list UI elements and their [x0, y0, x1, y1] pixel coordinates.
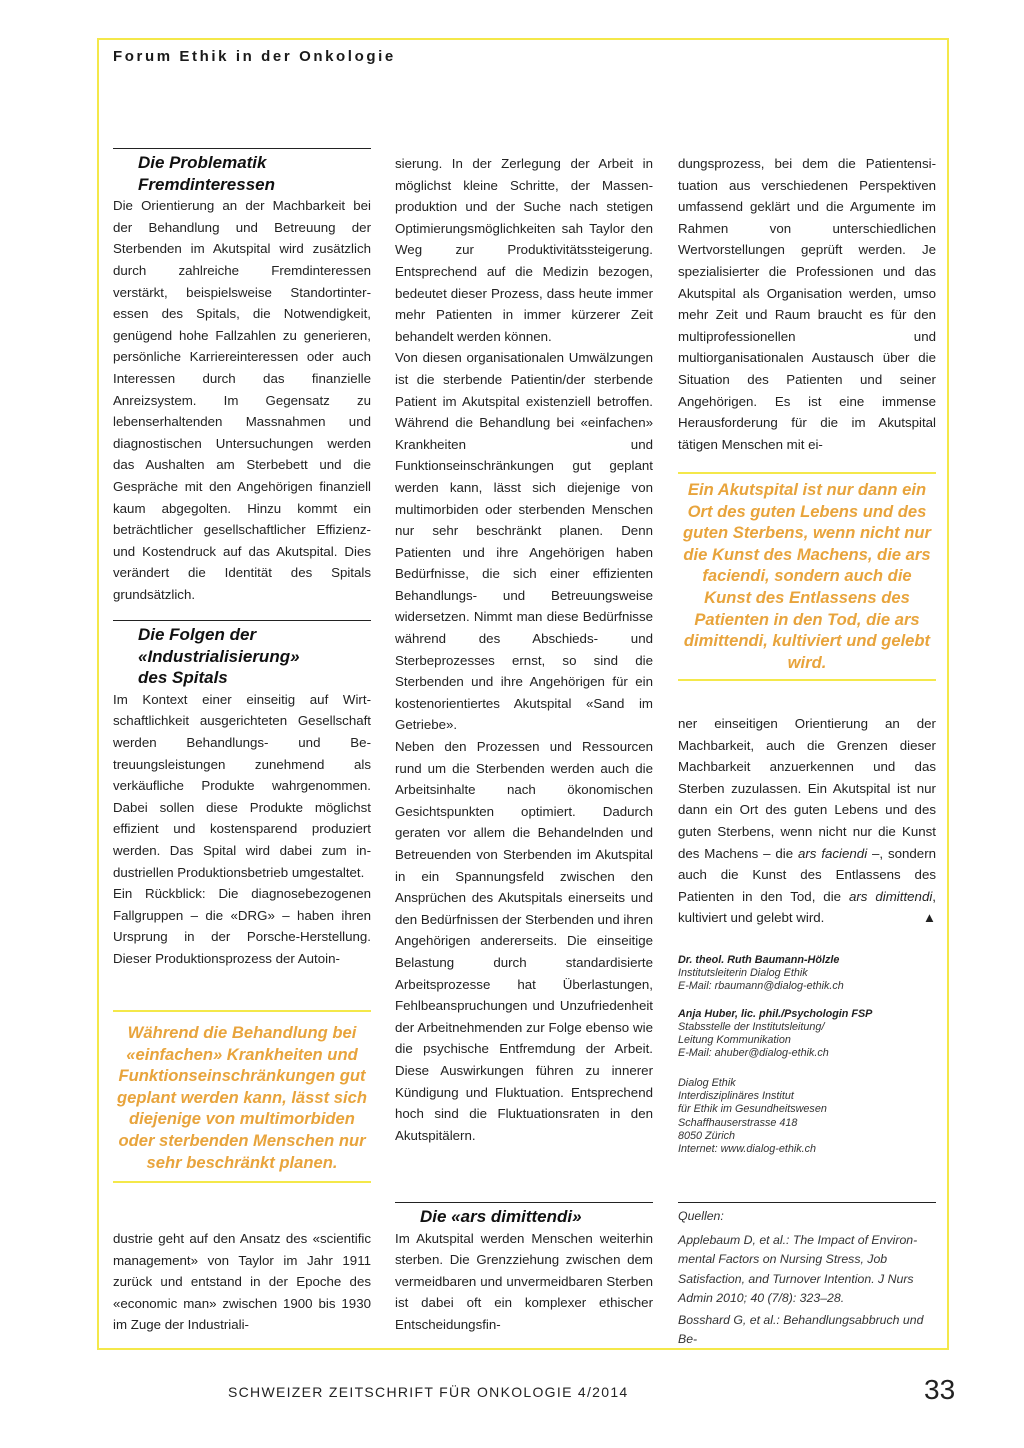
column-1b: [113, 620, 371, 970]
paragraph: dungsprozess, bei dem die Patientensituation aus verschiedenen Perspektiven umfassend geklärt und die Argumente im Rahmen von unterschiedlichen Wertvorstellungen geprüft werden. Je spezialisierter die Professionen und das Akutspital als Organisation werden, umso mehr Zeit und Raum braucht es für den multiprofessionellen und multiorganisationalen Austausch über die Situation des Patienten und seiner Angehörigen. Es ist eine immense Herausforderung für die im Akutspital tätigen Menschen mit ei-: [678, 156, 936, 452]
institute-line: Internet: www.dialog-ethik.ch: [678, 1143, 817, 1156]
paragraph: Ein Rückblick: Die diagnosebezogenen Fallgruppen – die «DRG» – haben ihren Ursprung in der Porsche-Herstellung. Dieser Produktionsprozess der Autoin-: [113, 886, 371, 966]
section-header: Forum Ethik in der Onkologie: [113, 48, 396, 65]
column-3b: [678, 713, 936, 929]
reference-item: Bosshard G, et al.: Behandlungsabbruch und Be-: [678, 1312, 924, 1346]
heading-line: Die Folgen der: [138, 625, 257, 644]
paragraph: sierung. In der Zerlegung der Arbeit in möglichst kleine Schritte, der Massenproduktion und der Suche nach stetigen Optimierungsmöglichkeiten sah Taylor den Weg zur Produktivitätssteigerung. Entsprechend auf die Medizin bezogen, bedeutet dieser Prozess, dass heute immer mehr Patienten in immer kürzerer Zeit behandelt werden können.: [395, 156, 653, 344]
paragraph: Von diesen organisationalen Umwälzungen ist die sterbende Patientin/der sterbende Patient im Akutspital existenziell betroffen. Während die Behandlung bei «einfachen» Krankheiten und Funktionseinschränkungen gut geplant werden kann, lässt sich diejenige von multimorbiden oder sterbenden Menschen nur sehr beschränkt planen. Denn Patienten und ihre Angehörigen haben Bedürfnisse, die sich einer effizienten Behandlungs- und Betreuungsweise widersetzen. Nimmt man diese Bedürfnisse während des Abschieds- und Sterbeprozesses ernst, so sind die Sterbenden und ihre Angehörigen für ein kostenorientiertes Akutspital «Sand im Getriebe».: [395, 350, 653, 733]
institute-line: Dialog Ethik: [678, 1077, 736, 1089]
column-1: [113, 148, 371, 605]
quote-rule-bottom: [678, 679, 936, 681]
emphasis-ars-faciendi: ars faciendi: [797, 845, 868, 861]
body-text: [113, 689, 371, 970]
heading-line: «Industrialisierung»: [138, 646, 300, 666]
heading-rule: [113, 148, 371, 149]
body-text: [113, 195, 371, 605]
pull-quote-text: Während die Behandlung bei «einfachen» Krankheiten und Funktionseinschränkungen gut geplant werden kann, lässt sich diejenige von multimorbiden oder sterbenden Menschen nur sehr beschränkt planen.: [117, 1023, 367, 1172]
heading-folgen: [113, 624, 371, 689]
author-name: Dr. theol. Ruth Baumann-Hölzle: [678, 954, 840, 966]
heading-line: Die Problematik: [138, 153, 267, 172]
sources-label: Quellen:: [678, 1209, 724, 1223]
emphasis-ars-dimittendi: ars dimittendi: [848, 888, 933, 904]
quote-rule-bottom: [113, 1181, 371, 1183]
sources-rule: [678, 1202, 936, 1203]
pull-quote-1: [113, 1010, 371, 1183]
text-run: , kultiviert und gelebt wird.: [678, 888, 936, 926]
column-1c: [113, 1228, 371, 1336]
paragraph: Neben den Prozessen und Ressourcen rund um die Sterbenden werden auch die Arbeitsinhalte nach ökonomischen Gesichtspunkten optimiert. Dadurch geraten vor allem die Behandelnden und Betreuenden von Sterbenden im Akutspital in ein Spannungsfeld zwischen den Ansprüchen des Akutspitals einerseits und den Bedürfnissen der Sterbenden und ihren Angehörigen andererseits. Die einseitige Belastung durch standardisierte Arbeitsprozesse hat Überlastungen, Fehlbeanspruchungen und Unzufriedenheit der Arbeitnehmenden zur Folge ebenso wie die psychische Entfremdung der Arbeit. Diese Auswirkungen führen zu innerer Kündigung und Fluktuation. Entsprechend hoch sind die Fluktuationsraten in den Akutspitälern.: [395, 739, 653, 1143]
heading-ars-dimittendi: Die «ars dimittendi»: [420, 1207, 582, 1226]
institute-line: 8050 Zürich: [678, 1129, 736, 1142]
author-role: Institutsleiterin Dialog Ethik: [678, 967, 808, 979]
paragraph: Im Kontext einer einseitig auf Wirtschaftlichkeit ausgerichteten Gesellschaft werden Behandlungs- und Betreuungsleistungen zunehmend als verkäufliche Produkte wahrgenommen. Dabei sollen diese Produkte möglichst effizient und kostensparend produziert werden. Das Spital wird dabei zum industriellen Produktionsbetrieb umgestaltet.: [113, 691, 371, 880]
heading-line: Fremdinteressen: [138, 174, 275, 194]
heading-problematik: [113, 152, 371, 195]
institute-line: Interdisziplinäres Institut: [678, 1090, 794, 1103]
heading-line: des Spitals: [138, 668, 228, 688]
author-role: Stabsstelle der Institutsleitung/: [678, 1021, 825, 1033]
author-role: Leitung Kommunikation: [678, 1034, 791, 1047]
paragraph: Im Akutspital werden Menschen weiterhin sterben. Die Grenzziehung zwischen dem vermeidbaren und unvermeidbaren Sterben ist dabei oft ein komplexer ethischer Entscheidungsfin-: [395, 1230, 653, 1332]
end-triangle-icon: ▲: [922, 910, 936, 926]
text-run: –, sondern auch die Kunst des Entlassens des Patienten in den Tod, die: [678, 845, 937, 904]
author-block-2: [678, 1008, 936, 1061]
author-name: Anja Huber, lic. phil./Psychologin FSP: [678, 1008, 873, 1020]
text-run: ner einseitigen Orientierung an der Machbarkeit, auch die Grenzen dieser Machbarkeit anzuerkennen und das Sterben zuzulassen. Ein Akutspital ist nur dann ein Ort des guten Lebens und des guten Sterbens, wenn nicht nur die Kunst des Machens – die: [678, 716, 936, 861]
pull-quote-text: Ein Akutspital ist nur dann ein Ort des guten Lebens und des guten Sterbens, wenn nicht nur die Kunst des Machens, die ars faciendi, sondern auch die Kunst des Entlassens des Patienten in den Tod, die ars dimittendi, kultiviert und gelebt wird.: [683, 480, 931, 672]
sources-block: [678, 1202, 936, 1350]
author-block-1: [678, 954, 936, 993]
body-text: [395, 1228, 653, 1336]
institute-line: Schaffhauserstrasse 418: [678, 1116, 798, 1129]
column-3: [678, 153, 936, 455]
paragraph: dustrie geht auf den Ansatz des «scientific management» von Taylor im Jahr 1911 zurück und entstand in der Epoche des «economic man» zwischen 1900 bis 1930 im Zuge der Industriali-: [113, 1231, 371, 1333]
column-2b: [395, 1202, 653, 1336]
paragraph: [678, 713, 936, 929]
author-email: E-Mail: ahuber@dialog-ethik.ch: [678, 1047, 829, 1060]
institute-line: für Ethik im Gesundheitswesen: [678, 1103, 827, 1116]
institute-block: [678, 1077, 936, 1156]
heading-rule: [113, 620, 371, 621]
page-number: 33: [924, 1374, 956, 1405]
column-2: [395, 153, 653, 1146]
paragraph: Die Orientierung an der Machbarkeit bei der Behandlung und Betreuung der Sterbenden im Akutspital wird zusätzlich durch zahlreiche Fremdinteressen verstärkt, beispielsweise Standortinteressen des Spitals, die Notwendigkeit, genügend hohe Fallzahlen zu generieren, persönliche Karriereinteressen oder auch Interessen durch das finanzielle Anreizsystem. Im Gegensatz zu lebenserhaltenden Massnahmen und diagnostischen Untersuchungen werden das Aushalten am Sterbebett und die Gespräche mit den Angehörigen finanziell kaum abgegolten. Hinzu kommt ein beträchtlicher gesellschaftlicher Effizienz- und Kostendruck auf das Akutspital. Dies verändert die Identität des Spitals grundsätzlich.: [113, 198, 371, 602]
reference-item: Applebaum D, et al.: The Impact of Environmental Factors on Nursing Stress, Job Satisfaction, and Turnover Intention. J Nurs Admin 2010; 40 (7/8): 323–28.: [678, 1232, 918, 1305]
journal-footer: SCHWEIZER ZEITSCHRIFT FÜR ONKOLOGIE 4/2014: [228, 1384, 629, 1400]
pull-quote-2: [678, 472, 936, 681]
heading-rule: [395, 1202, 653, 1203]
author-email: E-Mail: rbaumann@dialog-ethik.ch: [678, 980, 844, 993]
